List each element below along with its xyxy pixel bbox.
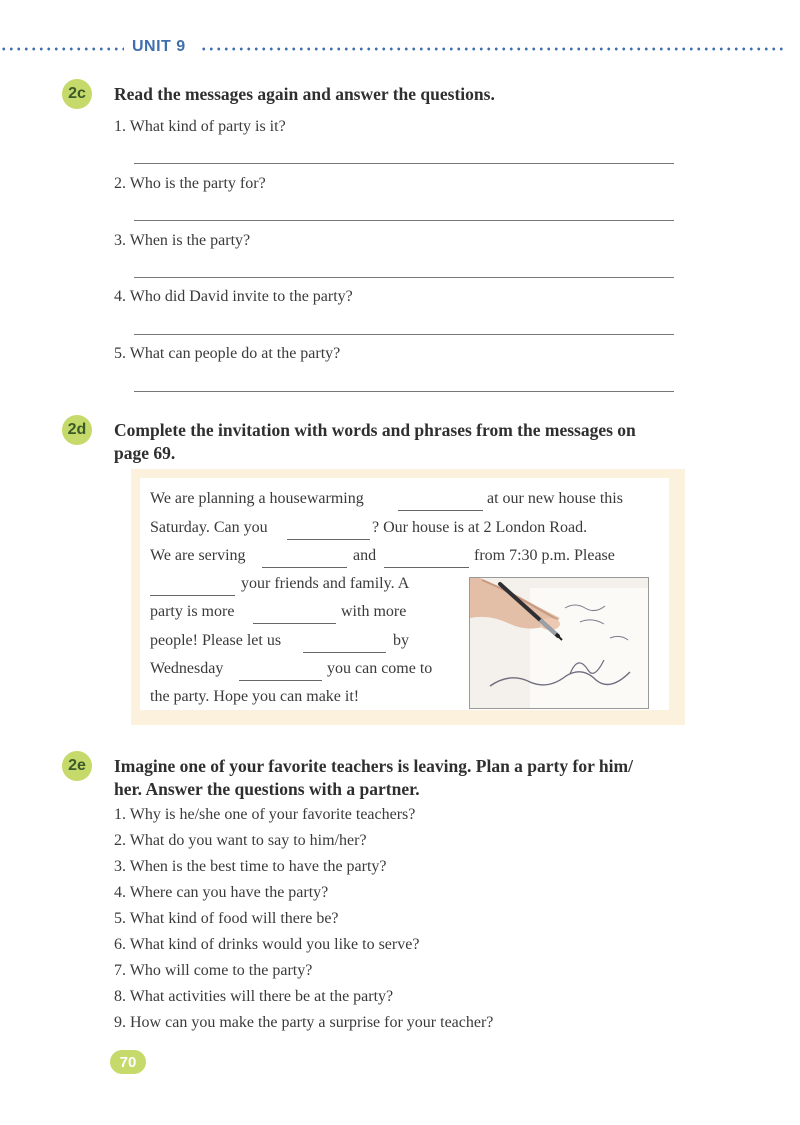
- blank-3[interactable]: [262, 567, 347, 568]
- header-dots-left: [0, 47, 124, 51]
- question-2c-5: 5. What can people do at the party?: [114, 345, 341, 362]
- invitation-text: We are planning a housewarming: [150, 490, 364, 507]
- blank-7[interactable]: [303, 652, 386, 653]
- section-badge-2e: 2e: [62, 751, 92, 781]
- question-2e-6: 6. What kind of drinks would you like to serve?: [114, 936, 420, 953]
- hand-with-pen-icon: [470, 578, 648, 708]
- question-2e-1: 1. Why is he/she one of your favorite teachers?: [114, 806, 416, 823]
- invitation-text: at our new house this: [487, 490, 623, 507]
- blank-4[interactable]: [384, 567, 469, 568]
- section-2e-heading-line1: Imagine one of your favorite teachers is leaving. Plan a party for him/: [114, 756, 633, 776]
- invitation-text: party is more: [150, 603, 235, 620]
- section-badge-2d: 2d: [62, 415, 92, 445]
- question-2e-5: 5. What kind of food will there be?: [114, 910, 339, 927]
- section-2c-heading: Read the messages again and answer the questions.: [114, 84, 495, 104]
- unit-title: UNIT 9: [132, 38, 186, 55]
- section-badge-2c: 2c: [62, 79, 92, 109]
- invitation-text: people! Please let us: [150, 632, 282, 649]
- answer-line-2c-5[interactable]: [134, 391, 674, 392]
- question-2c-3: 3. When is the party?: [114, 232, 251, 249]
- invitation-text: from 7:30 p.m. Please: [474, 547, 615, 564]
- answer-line-2c-4[interactable]: [134, 334, 674, 335]
- invitation-text: the party. Hope you can make it!: [150, 688, 360, 705]
- question-2e-9: 9. How can you make the party a surprise for your teacher?: [114, 1014, 494, 1031]
- answer-line-2c-1[interactable]: [134, 163, 674, 164]
- question-2e-4: 4. Where can you have the party?: [114, 884, 329, 901]
- page-number: 70: [110, 1050, 146, 1074]
- section-2e-heading-line2: her. Answer the questions with a partner.: [114, 779, 420, 799]
- invitation-text: by: [393, 632, 409, 649]
- invitation-text: your friends and family. A: [241, 575, 410, 592]
- blank-8[interactable]: [239, 680, 322, 681]
- question-2c-4: 4. Who did David invite to the party?: [114, 288, 353, 305]
- blank-5[interactable]: [150, 595, 235, 596]
- question-2c-2: 2. Who is the party for?: [114, 175, 266, 192]
- answer-line-2c-3[interactable]: [134, 277, 674, 278]
- header-dots-right: [200, 47, 784, 51]
- question-2c-1: 1. What kind of party is it?: [114, 118, 286, 135]
- question-2e-8: 8. What activities will there be at the party?: [114, 988, 394, 1005]
- answer-line-2c-2[interactable]: [134, 220, 674, 221]
- section-2d-heading-line1: Complete the invitation with words and phrases from the messages on: [114, 420, 636, 440]
- invitation-text: with more: [341, 603, 407, 620]
- invitation-text: Saturday. Can you: [150, 519, 268, 536]
- invitation-text: you can come to: [327, 660, 433, 677]
- question-2e-2: 2. What do you want to say to him/her?: [114, 832, 367, 849]
- invitation-text: ? Our house is at 2 London Road.: [372, 519, 588, 536]
- writing-hand-photo: [469, 577, 649, 709]
- question-2e-3: 3. When is the best time to have the party?: [114, 858, 387, 875]
- question-2e-7: 7. Who will come to the party?: [114, 962, 313, 979]
- blank-2[interactable]: [287, 539, 370, 540]
- invitation-text: We are serving: [150, 547, 246, 564]
- invitation-text: and: [353, 547, 377, 564]
- invitation-text: Wednesday: [150, 660, 224, 677]
- section-2d-heading-line2: page 69.: [114, 443, 176, 463]
- blank-6[interactable]: [253, 623, 336, 624]
- blank-1[interactable]: [398, 510, 483, 511]
